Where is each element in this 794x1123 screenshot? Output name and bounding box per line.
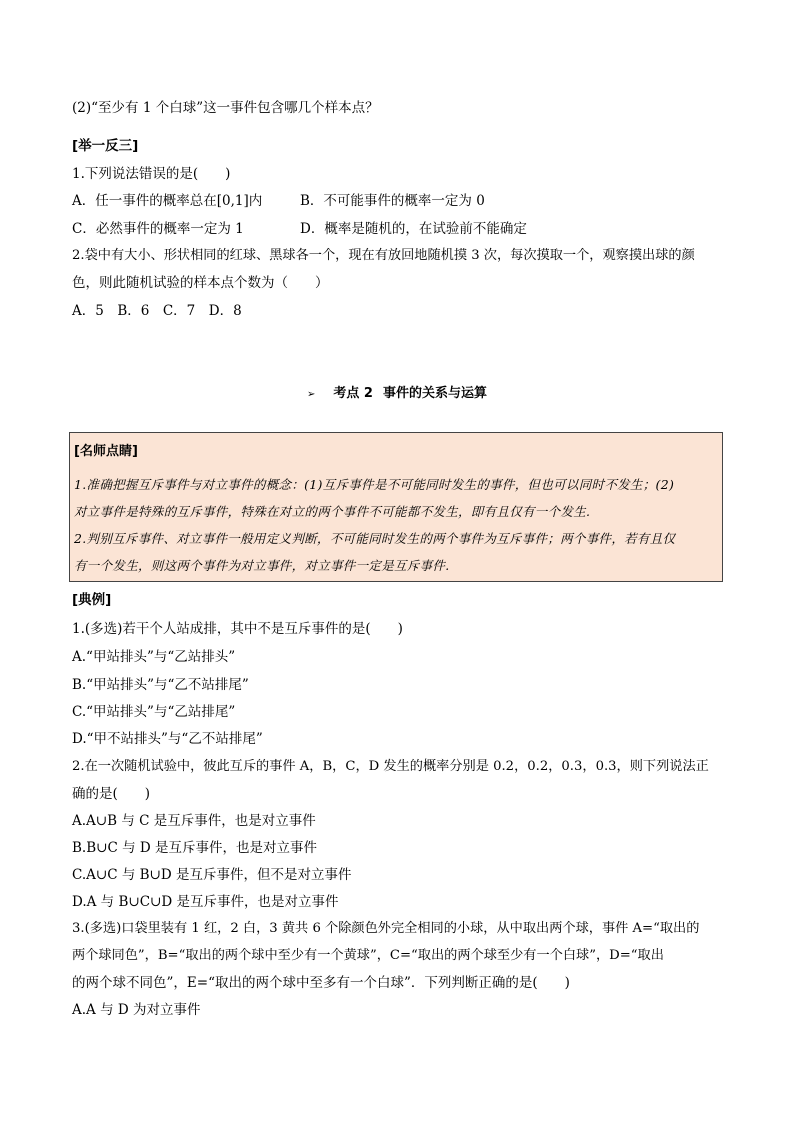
practice-title: [举一反三] [72, 138, 139, 154]
practice-q1-option-b: B．不可能事件的概率一定为 0 [300, 193, 485, 209]
example-q2-stem-line1: 2.在一次随机试验中，彼此互斥的事件 A，B，C，D 发生的概率分别是 0.2，0.2，0.3，0.3，则下列说法正 [72, 759, 709, 774]
arrow-icon: ➢ [307, 389, 316, 400]
example-q3-stem-line3: 的两个球不同色”，E=“取出的两个球中至多有一个白球”．下列判断正确的是( ) [72, 975, 570, 991]
section-label: 考点 2 [333, 386, 373, 401]
example-q2-stem-line2: 确的是( ) [72, 786, 151, 802]
practice-q2-stem-line1: 2.袋中有大小、形状相同的红球、黑球各一个，现在有放回地随机摸 3 次，每次摸取一个，观察摸出球的颜 [72, 248, 695, 263]
section-title: 事件的关系与运算 [382, 386, 487, 401]
tips-title: [名师点睛] [74, 444, 138, 459]
example-q2-option-d: D.A 与 B∪C∪D 是互斥事件，也是对立事件 [72, 894, 339, 910]
examples-title: [典例] [72, 592, 112, 608]
tips-box [69, 432, 723, 582]
example-q3-option-a: A.A 与 D 为对立事件 [72, 1002, 201, 1018]
example-q2-option-b: B.B∪C 与 D 是互斥事件，也是对立事件 [72, 840, 317, 856]
practice-q1-options-row1 [72, 191, 722, 211]
tips-line2: 对立事件是特殊的互斥事件，特殊在对立的两个事件不可能都不发生，即有且仅有一个发生. [74, 504, 591, 519]
example-q2-option-c: C.A∪C 与 B∪D 是互斥事件，但不是对立事件 [72, 867, 352, 883]
example-q3-stem-line1: 3.(多选)口袋里装有 1 红，2 白，3 黄共 6 个除颜色外完全相同的小球，从中取出两个球，事件 A=“取出的 [72, 921, 700, 936]
practice-q1-option-d: D．概率是随机的，在试验前不能确定 [300, 221, 527, 237]
example-q1-stem: 1.(多选)若干个人站成排，其中不是互斥事件的是( ) [72, 621, 403, 637]
example-q1-option-d: D.“甲不站排头”与“乙不站排尾” [72, 731, 263, 747]
tips-line4: 有一个发生，则这两个事件为对立事件，对立事件一定是互斥事件. [74, 558, 450, 573]
practice-q1-option-a: A．任一事件的概率总在[0,1]内 [72, 193, 263, 209]
example-q1-option-b: B.“甲站排头”与“乙不站排尾” [72, 677, 249, 693]
practice-q1-stem: 1.下列说法错误的是( ) [72, 166, 231, 182]
section-heading [0, 382, 794, 401]
practice-q1-options-row2 [72, 219, 722, 239]
example-q2-option-a: A.A∪B 与 C 是互斥事件，也是对立事件 [72, 813, 316, 829]
tips-line1: 1.准确把握互斥事件与对立事件的概念：(1)互斥事件是不可能同时发生的事件，但也可以同时不发生；(2) [74, 477, 675, 492]
practice-q2-stem-line2: 色，则此随机试验的样本点个数为（ ） [72, 275, 329, 291]
part2-question: (2)“至少有 1 个白球”这一事件包含哪几个样本点？ [72, 100, 379, 116]
example-q3-stem-line2: 两个球同色”，B=“取出的两个球中至少有一个黄球”，C=“取出的两个球至少有一个白球”，D=“取出 [72, 948, 664, 963]
example-q1-option-a: A.“甲站排头”与“乙站排头” [72, 649, 236, 665]
tips-line3: 2.判别互斥事件、对立事件一般用定义判断，不可能同时发生的两个事件为互斥事件；两个事件，若有且仅 [74, 531, 676, 546]
example-q1-option-c: C.“甲站排头”与“乙站排尾” [72, 704, 236, 720]
practice-q1-option-c: C．必然事件的概率一定为 1 [72, 221, 244, 237]
practice-q2-options: A．5 B．6 C．7 D．8 [72, 303, 242, 319]
